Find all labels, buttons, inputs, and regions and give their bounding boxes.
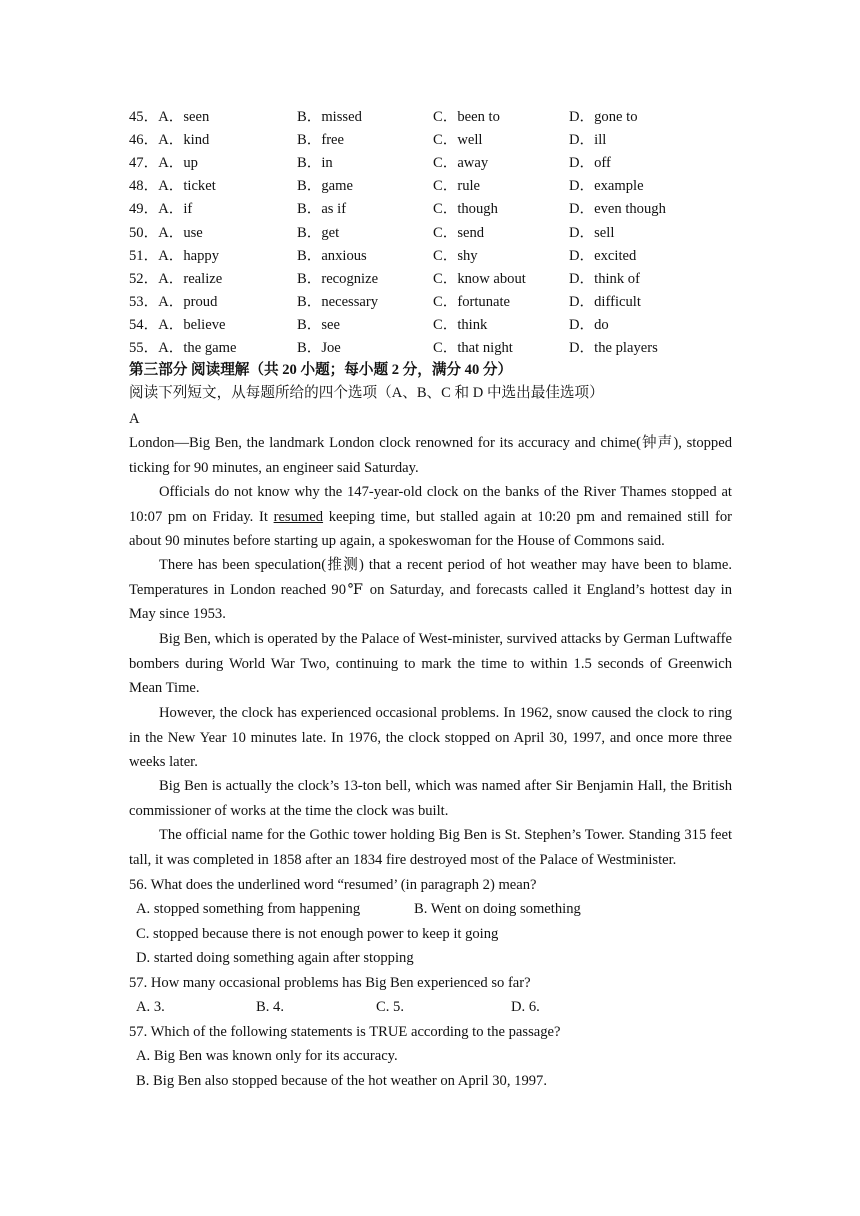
- cloze-number: 45．: [129, 109, 159, 125]
- cloze-number: 51．: [129, 247, 159, 264]
- cloze-option-b: B．necessary: [297, 293, 379, 310]
- cloze-number: 46．: [129, 132, 159, 149]
- question-57a-option-c: C. 5.: [376, 999, 404, 1015]
- question-57a-stem: 57. How many occasional problems has Big Ben experienced so far?: [129, 975, 531, 991]
- cloze-option-a: [129, 245, 219, 268]
- cloze-number: 54．: [129, 316, 159, 333]
- cloze-option-d: D．do: [569, 316, 609, 333]
- cloze-option-a-text: A．kind: [158, 132, 210, 149]
- cloze-option-a: [129, 175, 216, 198]
- question-57a-option-d: D. 6.: [511, 999, 540, 1015]
- cloze-option-d: D．difficult: [569, 293, 641, 310]
- passage-paragraph-2: [129, 480, 732, 554]
- cloze-option-d: D．even though: [569, 201, 666, 218]
- cloze-option-b: B．free: [297, 132, 345, 149]
- question-57b-stem: 57. Which of the following statements is TRUE according to the passage?: [129, 1024, 561, 1040]
- passage-paragraph-1: London—Big Ben, the landmark London clock renowned for its accuracy and chime(钟声), stopped ticking for 90 minutes, an engineer said Saturday.: [129, 435, 732, 476]
- cloze-number: 50．: [129, 224, 159, 241]
- cloze-option-b: B．in: [297, 155, 333, 172]
- cloze-option-a-text: A．if: [158, 201, 193, 218]
- question-56-option-d: D. started doing something again after stopping: [136, 950, 414, 966]
- cloze-option-c: C．think: [433, 316, 488, 333]
- paragraph-2-text-after: keeping time, but stalled again at 10:20 pm and remained still for about 90 minutes before starting up again, a spokeswoman for the House of Commons said.: [129, 508, 732, 550]
- cloze-option-c: C．send: [433, 224, 485, 241]
- cloze-option-c: C．been to: [433, 109, 500, 125]
- cloze-option-d: D．sell: [569, 224, 615, 241]
- cloze-option-a-text: A．seen: [158, 109, 210, 125]
- cloze-option-d: D．gone to: [569, 109, 638, 125]
- paragraph-2-text-before: Officials do not know why the 147-year-old clock on the banks of the River Thames stopped at 10:07 pm on Friday. It: [129, 484, 732, 525]
- cloze-option-c: C．shy: [433, 247, 478, 264]
- question-57a-option-b: B. 4.: [256, 999, 284, 1015]
- cloze-option-a-text: A．proud: [158, 293, 218, 310]
- cloze-number: 47．: [129, 155, 159, 172]
- passage-paragraph-6: Big Ben is actually the clock’s 13-ton bell, which was named after Sir Benjamin Hall, the British commissioner of works at the time the clock was built.: [129, 778, 732, 819]
- cloze-option-d: D．example: [569, 178, 644, 195]
- cloze-option-a: [129, 337, 236, 360]
- cloze-option-d: D．off: [569, 155, 611, 172]
- question-57b-option-b: B. Big Ben also stopped because of the hot weather on April 30, 1997.: [136, 1073, 547, 1089]
- cloze-option-c: C．rule: [433, 178, 481, 195]
- cloze-option-c: C．fortunate: [433, 293, 511, 310]
- question-56-option-c: C. stopped because there is not enough power to keep it going: [136, 926, 499, 942]
- question-56-stem: 56. What does the underlined word “resumed’ (in paragraph 2) mean?: [129, 877, 537, 893]
- cloze-option-a-text: A．realize: [158, 270, 223, 287]
- cloze-option-a: [129, 291, 217, 314]
- cloze-number: 53．: [129, 293, 159, 310]
- cloze-number: 55．: [129, 340, 159, 356]
- cloze-option-a: [129, 129, 209, 152]
- cloze-option-b: B．anxious: [297, 247, 367, 264]
- cloze-option-d: D．think of: [569, 270, 640, 287]
- passage-paragraph-7: The official name for the Gothic tower holding Big Ben is St. Stephen’s Tower. Standing 315 feet tall, it was completed in 1858 after an 1834 fire destroyed most of the Palace of Westminister.: [129, 827, 732, 868]
- passage-label: A: [129, 411, 140, 427]
- question-57b-option-a: A. Big Ben was known only for its accuracy.: [136, 1048, 398, 1064]
- cloze-option-c: C．well: [433, 132, 483, 149]
- cloze-option-a-text: A．happy: [158, 247, 220, 264]
- cloze-option-b: B．recognize: [297, 270, 379, 287]
- cloze-option-d: D．ill: [569, 132, 607, 149]
- cloze-option-c: C．know about: [433, 270, 526, 287]
- cloze-option-b: B．Joe: [297, 340, 341, 356]
- cloze-option-a: [129, 222, 203, 245]
- question-56-option-a: A. stopped something from happening: [136, 901, 361, 917]
- cloze-number: 52．: [129, 270, 159, 287]
- cloze-option-a-text: A．ticket: [158, 178, 216, 195]
- passage-paragraph-4: Big Ben, which is operated by the Palace of West-minister, survived attacks by German Luftwaffe bombers during World War Two, continuing to mark the time to within 1.5 seconds of Greenwich Mean Time.: [129, 631, 732, 697]
- cloze-option-b: B．game: [297, 178, 353, 195]
- cloze-option-a-text: A．use: [158, 224, 203, 241]
- cloze-option-b: B．as if: [297, 201, 347, 218]
- section-heading: 第三部分 阅读理解（共 20 小题；每小题 2 分，满分 40 分）: [129, 362, 513, 378]
- passage-paragraph-3: There has been speculation(推测) that a recent period of hot weather may have been to blame. Temperatures in London reached 90℉ on Saturday, and forecasts called it England’s hottest day in May since 1953.: [129, 557, 732, 623]
- question-56-option-b: B. Went on doing something: [414, 901, 581, 917]
- cloze-option-c: C．that night: [433, 340, 513, 356]
- cloze-option-c: C．though: [433, 201, 498, 218]
- section-instruction: 阅读下列短文，从每题所给的四个选项（A、B、C 和 D 中选出最佳选项）: [129, 385, 604, 401]
- cloze-option-a: [129, 314, 225, 337]
- cloze-option-a: [129, 106, 209, 129]
- cloze-option-b: B．get: [297, 224, 340, 241]
- cloze-option-a: [129, 152, 198, 175]
- underlined-word-resumed: resumed: [273, 508, 324, 525]
- cloze-option-a: [129, 198, 192, 221]
- passage-paragraph-5: However, the clock has experienced occasional problems. In 1962, snow caused the clock to ring in the New Year 10 minutes late. In 1976, the clock stopped on April 30, 1997, and once more three weeks later.: [129, 705, 732, 771]
- cloze-number: 49．: [129, 201, 159, 218]
- cloze-option-b: B．missed: [297, 109, 362, 125]
- cloze-number: 48．: [129, 178, 159, 195]
- cloze-option-c: C．away: [433, 155, 489, 172]
- cloze-option-b: B．see: [297, 316, 340, 333]
- cloze-option-a: [129, 268, 222, 291]
- cloze-option-d: D．excited: [569, 247, 637, 264]
- cloze-option-a-text: A．up: [158, 155, 198, 172]
- cloze-option-a-text: A．the game: [158, 340, 237, 356]
- cloze-option-d: D．the players: [569, 340, 658, 356]
- cloze-option-a-text: A．believe: [158, 316, 226, 333]
- question-57a-option-a: A. 3.: [136, 999, 165, 1015]
